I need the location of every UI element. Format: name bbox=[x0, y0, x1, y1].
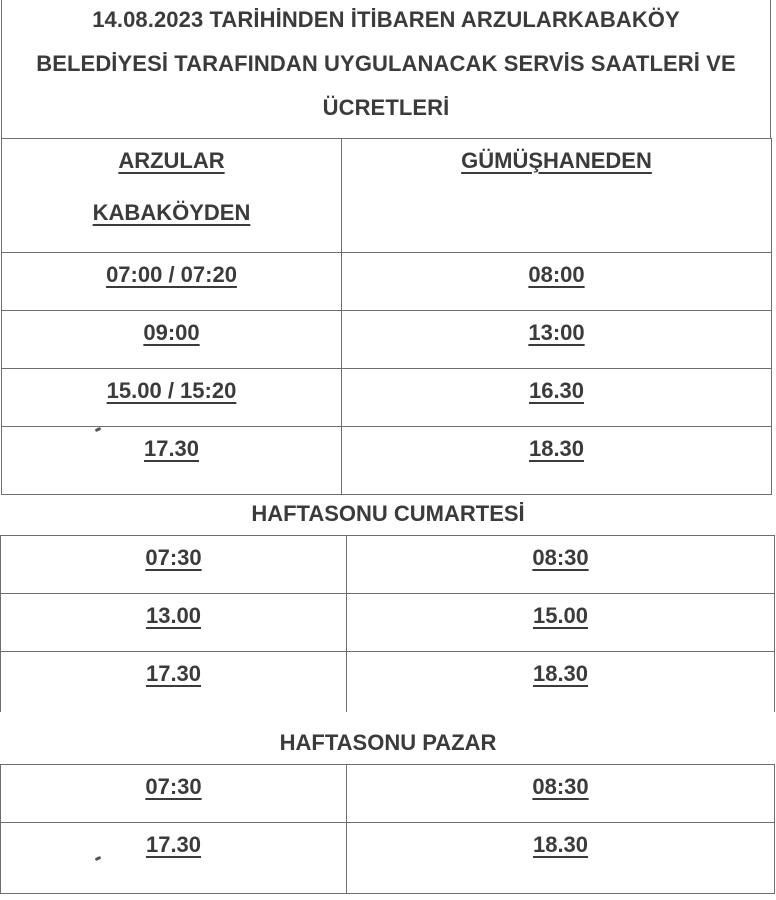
time-text: 08:30 bbox=[532, 545, 589, 570]
table-row bbox=[1, 652, 775, 713]
table-header-row bbox=[2, 139, 772, 253]
time-text: 15.00 / 15:20 bbox=[106, 378, 237, 403]
table-row bbox=[1, 594, 775, 652]
table-row bbox=[2, 253, 772, 311]
cell-from-gumushane bbox=[342, 253, 772, 311]
cell-from-gumushane bbox=[347, 594, 775, 652]
document-title bbox=[1, 0, 771, 139]
table-row bbox=[2, 427, 772, 495]
column-header-from-gumushane bbox=[342, 139, 772, 253]
cell-from-arzular bbox=[2, 253, 342, 311]
column-header-from-arzular bbox=[2, 139, 342, 253]
table-row bbox=[2, 369, 772, 427]
time-text: 18.30 bbox=[528, 436, 585, 461]
cell-from-gumushane bbox=[347, 536, 775, 594]
weekday-schedule-table bbox=[1, 138, 772, 495]
time-text: 08:00 bbox=[528, 262, 585, 287]
time-text: 15.00 bbox=[532, 603, 589, 628]
table-row bbox=[2, 311, 772, 369]
time-text: 07:00 / 07:20 bbox=[106, 262, 237, 287]
time-text: 18.30 bbox=[532, 832, 589, 857]
cell-from-gumushane bbox=[342, 311, 772, 369]
title-line-3: ÜCRETLERİ bbox=[322, 95, 450, 120]
time-text: 08:30 bbox=[532, 774, 589, 799]
column-header-text: GÜMÜŞHANEDEN bbox=[461, 148, 652, 173]
saturday-heading: HAFTASONU CUMARTESİ bbox=[251, 501, 525, 526]
cell-from-arzular bbox=[2, 369, 342, 427]
table-row bbox=[1, 823, 775, 894]
time-text: 07:30 bbox=[145, 774, 202, 799]
cell-from-arzular bbox=[1, 765, 347, 823]
cell-from-arzular bbox=[2, 311, 342, 369]
saturday-schedule-table bbox=[0, 535, 775, 712]
table-row bbox=[1, 536, 775, 594]
sunday-heading: HAFTASONU PAZAR bbox=[279, 730, 497, 755]
time-text: 13.00 bbox=[145, 603, 202, 628]
time-text: 18.30 bbox=[532, 661, 589, 686]
cell-from-gumushane bbox=[342, 369, 772, 427]
table-row bbox=[1, 765, 775, 823]
sunday-schedule-table bbox=[0, 764, 775, 894]
cell-from-arzular bbox=[1, 652, 347, 713]
cell-from-gumushane bbox=[347, 765, 775, 823]
cell-from-arzular bbox=[1, 594, 347, 652]
cell-from-arzular bbox=[1, 536, 347, 594]
time-text: 13:00 bbox=[528, 320, 585, 345]
column-header-line-2: KABAKÖYDEN bbox=[92, 200, 251, 225]
title-line-1: 14.08.2023 TARİHİNDEN İTİBAREN ARZULARKABAKÖY bbox=[92, 7, 680, 32]
cell-from-gumushane bbox=[342, 427, 772, 495]
title-line-2: BELEDİYESİ TARAFINDAN UYGULANACAK SERVİS SAATLERİ VE bbox=[36, 51, 736, 76]
cell-from-gumushane bbox=[347, 652, 775, 713]
time-text: 07:30 bbox=[145, 545, 202, 570]
time-text: 17.30 bbox=[145, 661, 202, 686]
time-text: 09:00 bbox=[143, 320, 200, 345]
cell-from-arzular bbox=[1, 823, 347, 894]
column-header-line-1: ARZULAR bbox=[118, 148, 225, 173]
time-text: 16.30 bbox=[528, 378, 585, 403]
time-text: 17.30 bbox=[143, 436, 200, 461]
cell-from-arzular bbox=[2, 427, 342, 495]
time-text: 17.30 bbox=[145, 832, 202, 857]
cell-from-gumushane bbox=[347, 823, 775, 894]
